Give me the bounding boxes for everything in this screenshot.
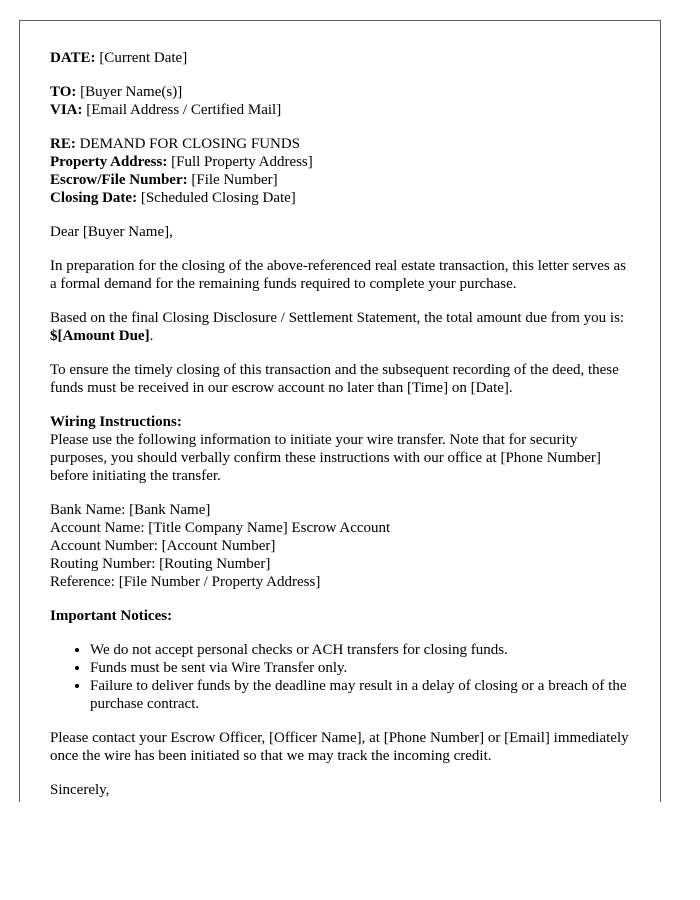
salutation: Dear [Buyer Name],	[50, 224, 173, 240]
account-number: Account Number: [Account Number]	[50, 538, 276, 554]
intro-paragraph: In preparation for the closing of the above-referenced real estate transaction, this letter serves as a formal demand for the remaining funds required to complete your purchase.	[50, 258, 626, 292]
date-line	[50, 49, 630, 67]
deadline-paragraph: To ensure the timely closing of this transaction and the subsequent recording of the deed, these funds must be received in our escrow account no later than [Time] on [Date].	[50, 362, 619, 396]
routing-number: Routing Number: [Routing Number]	[50, 556, 271, 572]
amount-paragraph	[50, 309, 630, 345]
bank-details	[50, 501, 630, 591]
wiring-heading: Wiring Instructions:	[50, 414, 182, 430]
amount-period: .	[149, 328, 154, 344]
date-label: DATE:	[50, 50, 96, 66]
closing-date-line	[50, 189, 630, 207]
reference-block	[50, 135, 630, 207]
re-label: RE:	[50, 136, 76, 152]
amount-due: $[Amount Due]	[50, 328, 150, 344]
recipient-block	[50, 83, 630, 119]
escrow-line	[50, 171, 630, 189]
property-value: [Full Property Address]	[171, 154, 313, 170]
notice-item: • Failure to deliver funds by the deadline may result in a delay of closing or a breach of the purchase contract.	[90, 677, 630, 713]
re-line	[50, 135, 630, 153]
escrow-value: [File Number]	[191, 172, 278, 188]
letter-content	[50, 49, 630, 802]
account-name: Account Name: [Title Company Name] Escrow Account	[50, 520, 391, 536]
contact-paragraph: Please contact your Escrow Officer, [Officer Name], at [Phone Number] or [Email] immediately once the wire has been initiated so that we may track the incoming credit.	[50, 730, 629, 764]
notice-item: • Funds must be sent via Wire Transfer only.	[90, 659, 630, 677]
amount-text: Based on the final Closing Disclosure / Settlement Statement, the total amount due from you is:	[50, 310, 625, 326]
notices-heading-text: Important Notices:	[50, 608, 173, 624]
via-value: [Email Address / Certified Mail]	[86, 102, 282, 118]
notices-heading	[50, 607, 630, 625]
wiring-section	[50, 413, 630, 485]
wire-reference: Reference: [File Number / Property Address]	[50, 574, 321, 590]
closing-signoff: Sincerely,	[50, 782, 110, 798]
notice-item: • We do not accept personal checks or ACH transfers for closing funds.	[90, 641, 630, 659]
closing-date-label: Closing Date:	[50, 190, 138, 206]
closing-date-value: [Scheduled Closing Date]	[140, 190, 296, 206]
wiring-instructions: Please use the following information to initiate your wire transfer. Note that for security purposes, you should verbally confirm these instructions with our office at [Phone Number] before initiating the transfer.	[50, 432, 601, 484]
re-value: DEMAND FOR CLOSING FUNDS	[79, 136, 301, 152]
bank-name: Bank Name: [Bank Name]	[50, 502, 211, 518]
letter-page	[19, 20, 661, 802]
property-line	[50, 153, 630, 171]
date-value: [Current Date]	[99, 50, 188, 66]
escrow-label: Escrow/File Number:	[50, 172, 188, 188]
property-label: Property Address:	[50, 154, 168, 170]
to-value: [Buyer Name(s)]	[80, 84, 183, 100]
via-line	[50, 101, 630, 119]
to-label: TO:	[50, 84, 77, 100]
to-line	[50, 83, 630, 101]
notices-list	[50, 641, 630, 713]
via-label: VIA:	[50, 102, 83, 118]
